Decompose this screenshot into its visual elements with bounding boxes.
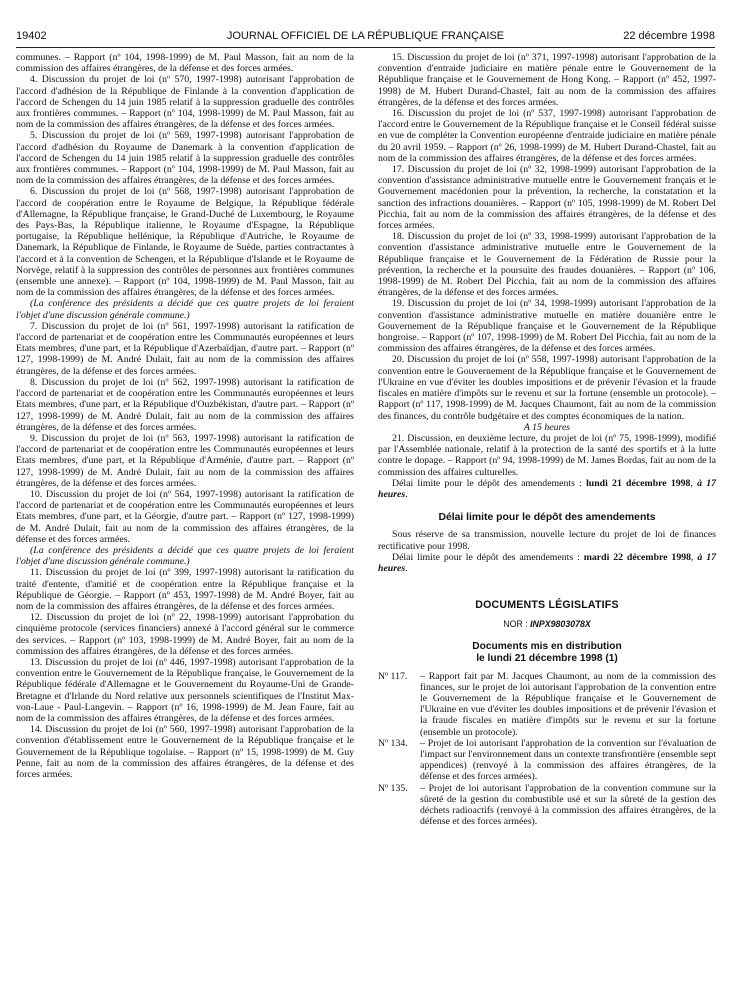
agenda-item: 11. Discussion du projet de loi (nº 399, 1997-1998) autorisant la ratification du traité d'entente, d'amitié et de coopération entre la République française et la République de Géorgie. – Rapport (nº 453, 1997-1998) de M. André Boyer, fait au nom de la commission des affaires étrangères, de la défense et des forces armées. [16, 567, 354, 612]
header-rule [16, 47, 715, 48]
agenda-item: 18. Discussion du projet de loi (nº 33, 1998-1999) autorisant l'approbation de la convention d'assistance administrative mutuelle entre le Gouvernement de la République française et le Gouvernement de la Fédération de Russie pour la prévention, la recherche et la poursuite des fraudes douanières. – Rapport (nº 106, 1998-1999) de M. Robert Del Picchia, fait au nom de la commission des affaires étrangères, de la défense et des forces armées. [378, 231, 716, 299]
session-time: A 15 heures [523, 421, 571, 433]
agenda-item: 16. Discussion du projet de loi (nº 537, 1997-1998) autorisant l'approbation de l'accord entre le Gouvernement de la République française et le Conseil fédéral suisse en vue de compléter la Convention européenne d'entraide judiciaire en matière pénale du 20 avril 1959. – Rapport (nº 26, 1998-1999) de M. Hubert Durand-Chastel, fait au nom de la commission des affaires étrangères, de la défense et des forces armées. [378, 108, 716, 164]
agenda-item: 13. Discussion du projet de loi (nº 446, 1997-1998) autorisant l'approbation de la convention entre le Gouvernement de la République française, le Gouvernement de la République fédérale d'Allemagne et le Gouvernement du Royaume-Uni de Grande-Bretagne et d'Irlande du Nord relative aux personnels scientifiques de l'Institut Max-von-Laue - Paul-Langevin. – Rapport (nº 16, 1998-1999) de M. Jean Faure, fait au nom de la commission des affaires étrangères, de la défense et des forces armées. [16, 656, 354, 724]
documents-heading: DOCUMENTS LÉGISLATIFS [475, 599, 619, 612]
document-number: Nº 135. [378, 782, 408, 794]
agenda-item: 9. Discussion du projet de loi (nº 563, 1997-1998) autorisant la ratification de l'accord de partenariat et de coopération entre les Communautés européennes et leurs Etats membres, d'une part, et la République d'Arménie, d'autre part. – Rapport (nº 127, 1998-1999) de M. André Dulait, fait au nom de la commission des affaires étrangères, de la défense et des forces armées. [16, 432, 354, 489]
document-description: – Rapport fait par M. Jacques Chaumont, au nom de la commission des finances, sur le projet de loi autorisant l'approbation de la convention entre le Gouvernement de la République française et le Gouvernement de l'Ukraine en vue d'éviter les doubles impositions et de prévenir l'évasion et la fraude fiscales en matière d'impôts sur le revenu et sur la fortune (ensemble un protocole). [420, 670, 716, 738]
amendments-paragraph: Sous réserve de sa transmission, nouvelle lecture du projet de loi de finances rectificative pour 1998. [378, 529, 716, 552]
document-item [378, 738, 716, 783]
agenda-continuation [378, 52, 716, 500]
document-number: Nº 117. [378, 670, 408, 682]
agenda-item: communes. – Rapport (nº 104, 1998-1999) de M. Paul Masson, fait au nom de la commission des affaires étrangères, de la défense et des forces armées. [16, 52, 354, 75]
agenda-item: 19. Discussion du projet de loi (nº 34, 1998-1999) autorisant l'approbation de la convention d'assistance administrative mutuelle en matière douanière entre le Gouvernement de la République française et le Gouvernement de la République hongroise. – Rapport (nº 107, 1998-1999) de M. Robert Del Picchia, fait au nom de la commission des affaires étrangères, de la défense et des forces armées. [378, 298, 716, 355]
agenda-item: 10. Discussion du projet de loi (nº 564, 1997-1998) autorisant la ratification de l'accord de partenariat et de coopération entre les Communautés européennes et leurs Etats membres, d'une part, et la Géorgie, d'autre part. – Rapport (nº 127, 1998-1999) de M. André Dulait, fait au nom de la commission des affaires étrangères, de la défense et des forces armées. [16, 488, 354, 545]
page-header [16, 30, 715, 46]
agenda-item: 21. Discussion, en deuxième lecture, du projet de loi (nº 75, 1998-1999), modifié par l'Assemblée nationale, relatif à la protection de la santé des sportifs et à la lutte contre le dopage. – Rapport (nº 94, 1998-1999) de M. James Bordas, fait au nom de la commission des affaires culturelles. [378, 432, 716, 478]
document-item [378, 783, 716, 828]
agenda-item: 7. Discussion du projet de loi (nº 561, 1997-1998) autorisant la ratification de l'accord de partenariat et de coopération entre les Communautés européennes et leurs Etats membres, d'une part, et la République d'Azerbaïdjan, d'autre part. – Rapport (nº 127, 1998-1999) de M. André Dulait, fait au nom de la commission des affaires étrangères, de la défense et des forces armées. [16, 320, 354, 377]
agenda-item: 4. Discussion du projet de loi (nº 570, 1997-1998) autorisant l'approbation de l'accord d'adhésion de la République de Finlande à la convention d'application de l'accord de Schengen du 14 juin 1985 relatif à la suppression graduelle des contrôles aux frontières communes. – Rapport (nº 104, 1998-1999) de M. Paul Masson, fait au nom de la commission des affaires étrangères, de la défense et des forces armées. [16, 74, 354, 131]
agenda-item: 6. Discussion du projet de loi (nº 568, 1997-1998) autorisant l'approbation de l'accord de coopération entre le Royaume de Belgique, la République fédérale d'Allemagne, la République française, le Grand-Duché de Luxembourg, le Royaume des Pays-Bas, la République italienne, le Royaume d'Espagne, la République portugaise, la République hellénique, la République d'Autriche, le Royaume de Danemark, la République de Finlande, le Royaume de Suède, parties contractantes à l'accord et à la convention de Schengen, et la République d'Islande et le Royaume de Norvège, relatif à la suppression des contrôles de personnes aux frontières communes (ensemble une annexe). – Rapport (nº 104, 1998-1999) de M. Paul Masson, fait au nom de la commission des affaires étrangères, de la défense et des forces armées. [16, 186, 354, 299]
agenda-item: 5. Discussion du projet de loi (nº 569, 1997-1998) autorisant l'approbation de l'accord d'adhésion du Royaume de Danemark à la convention d'application de l'accord de Schengen du 14 juin 1985 relatif à la suppression graduelle des contrôles aux frontières communes. – Rapport (nº 104, 1998-1999) de M. Paul Masson, fait au nom de la commission des affaires étrangères, de la défense et des forces armées. [16, 130, 354, 187]
journal-title: JOURNAL OFFICIEL DE LA RÉPUBLIQUE FRANÇAISE [226, 30, 505, 42]
right-column [378, 52, 716, 827]
document-list [378, 671, 716, 828]
document-item [378, 671, 716, 738]
amendments-heading: Délai limite pour le dépôt des amendements [438, 512, 656, 524]
agenda-item: 14. Discussion du projet de loi (nº 560, 1997-1998) autorisant l'approbation de la convention d'établissement entre le Gouvernement de la République française et le Gouvernement de la République togolaise. – Rapport (nº 15, 1998-1999) de M. Guy Penne, fait au nom de la commission des affaires étrangères, de la défense et des forces armées. [16, 724, 354, 780]
agenda-item: 8. Discussion du projet de loi (nº 562, 1997-1998) autorisant la ratification de l'accord de partenariat et de coopération entre les Communautés européennes et leurs Etats membres, d'une part, et la République d'Ouzbékistan, d'autre part. – Rapport (nº 127, 1998-1999) de M. André Dulait, fait au nom de la commission des affaires étrangères, de la défense et des forces armées. [16, 376, 354, 433]
document-description: – Projet de loi autorisant l'approbation de la convention commune sur la sûreté de la gestion du combustible usé et sur la sûreté de la gestion des déchets radioactifs (renvoyé à la commission des affaires étrangères, de la défense et des forces armées). [420, 782, 716, 828]
page-number: 19402 [16, 30, 47, 42]
amendments-deadline: Délai limite pour le dépôt des amendements : mardi 22 décembre 1998, à 17 heures. [378, 551, 716, 574]
agenda-item: 20. Discussion du projet de loi (nº 558, 1997-1998) autorisant l'approbation de la convention entre le Gouvernement de la République française et le Gouvernement de l'Ukraine en vue d'éviter les doubles impositions et de prévenir l'évasion et la fraude fiscales en matière d'impôts sur le revenu et sur la fortune (ensemble un protocole). – Rapport (nº 117, 1998-1999) de M. Jacques Chaumont, fait au nom de la commission des finances, du contrôle budgétaire et des comptes économiques de la nation. [378, 354, 716, 422]
issue-date: 22 décembre 1998 [623, 30, 715, 42]
agenda-item: 12. Discussion du projet de loi (nº 22, 1998-1999) autorisant l'approbation du cinquième protocole (services financiers) annexé à l'accord général sur le commerce des services. – Rapport (nº 103, 1998-1999) de M. André Boyer, fait au nom de la commission des affaires étrangères, de la défense et des forces armées. [16, 612, 354, 657]
left-column [16, 52, 354, 780]
distribution-subheading: Documents mis en distribution le lundi 21 décembre 1998 (1) [472, 640, 622, 664]
agenda-item: 17. Discussion du projet de loi (nº 32, 1998-1999) autorisant l'approbation de la convention d'assistance administrative mutuelle entre le Gouvernement français et le Gouvernement macédonien pour la prévention, la recherche, la constatation et la sanction des infractions douanières. – Rapport (nº 105, 1998-1999) de M. Robert Del Picchia, fait au nom de la commission des affaires étrangères, de la défense et des forces armées. [378, 164, 716, 232]
amendment-deadline: Délai limite pour le dépôt des amendements : lundi 21 décembre 1998, à 17 heures. [378, 477, 716, 500]
conference-note: (La conférence des présidents a décidé que ces quatre projets de loi feraient l'objet d'une discussion générale commune.) [16, 544, 354, 568]
nor-reference: NOR : INPX9803078X [503, 619, 591, 630]
conference-note: (La conférence des présidents a décidé que ces quatre projets de loi feraient l'objet d'une discussion générale commune.) [16, 298, 354, 321]
document-number: Nº 134. [378, 737, 408, 749]
document-description: – Projet de loi autorisant l'approbation de la convention sur l'évaluation de l'impact sur l'environnement dans un contexte transfrontière (ensemble sept appendices) (renvoyé à la commission des affaires étrangères, de la défense et des forces armées). [420, 737, 716, 783]
agenda-item: 15. Discussion du projet de loi (nº 371, 1997-1998) autorisant l'approbation de la convention d'entraide judiciaire en matière pénale entre le Gouvernement de la République française et le Gouvernement de Hong Kong. – Rapport (nº 452, 1997-1998) de M. Hubert Durand-Chastel, fait au nom de la commission des affaires étrangères, de la défense et des forces armées. [378, 52, 716, 108]
